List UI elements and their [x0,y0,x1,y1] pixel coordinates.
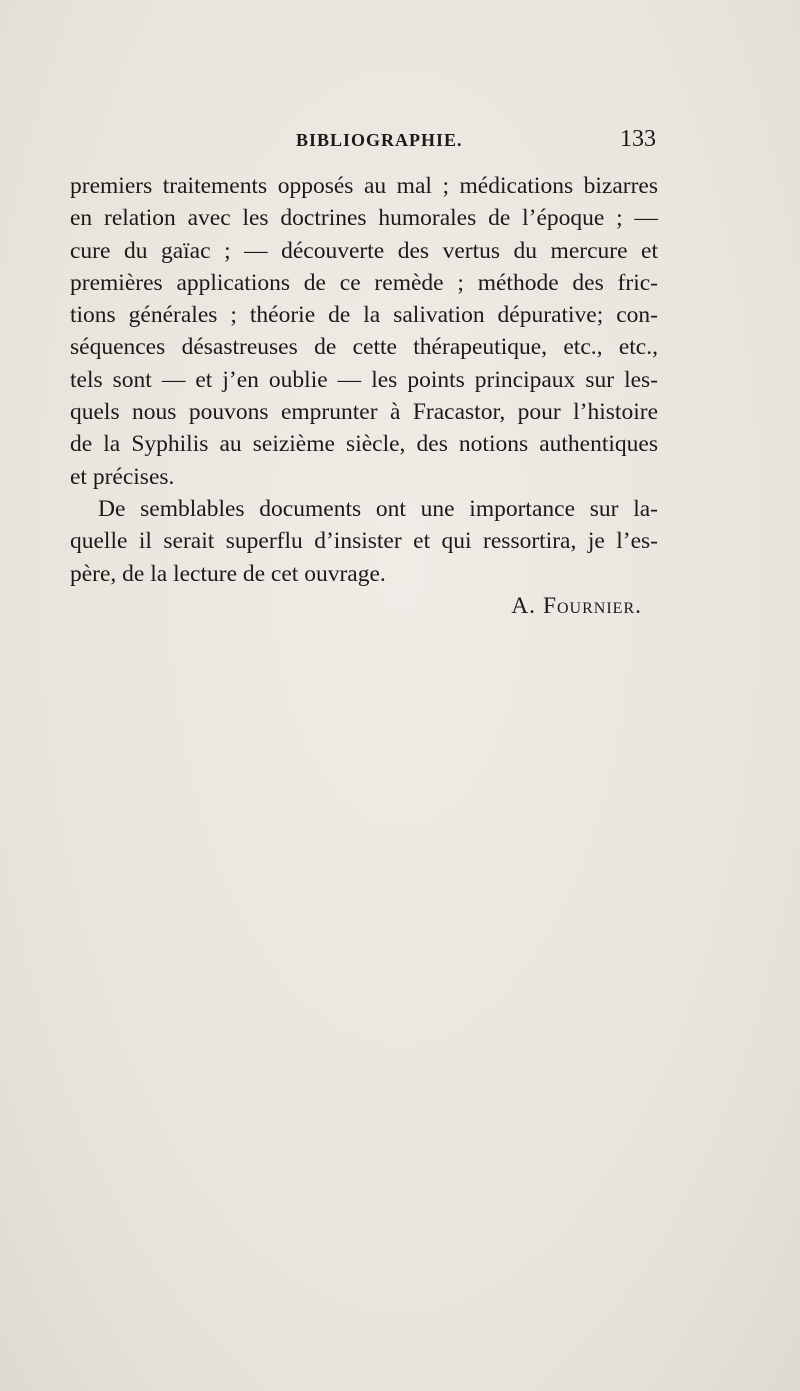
paragraph-2 [70,493,658,590]
text-line: premières applications de ce remède ; méthode des fric- [70,269,658,296]
page-number: 133 [620,126,656,152]
running-title: BIBLIOGRAPHIE. [296,130,463,150]
main-text [70,170,658,622]
text-line: tions générales ; théorie de la salivation dépurative; con- [70,302,658,329]
text-line: et précises. [70,463,175,490]
text-line: premiers traitements opposés au mal ; médications bizarres [70,173,658,199]
text-line: De semblables documents ont une importance sur la- [98,495,658,522]
author-signature [70,590,658,622]
paragraph-1 [70,170,658,493]
text-line: père, de la lecture de cet ouvrage. [70,560,386,587]
text-line: de la Syphilis au seizième siècle, des notions authentiques [70,431,658,458]
author-surname: Fournier. [542,592,642,619]
text-line: tels sont — et j’en oublie — les points principaux sur les- [70,366,658,393]
text-line: séquences désastreuses de cette thérapeutique, etc., etc., [70,334,658,361]
running-header [70,126,658,156]
text-line: quels nous pouvons emprunter à Fracastor, pour l’histoire [70,399,658,426]
text-line: cure du gaïac ; — découverte des vertus du mercure et [70,237,658,264]
text-line: quelle il serait superflu d’insister et qui ressortira, je l’es- [70,528,658,555]
text-line: en relation avec les doctrines humorales de l’époque ; — [70,205,658,232]
author-initial: A. [511,592,543,619]
